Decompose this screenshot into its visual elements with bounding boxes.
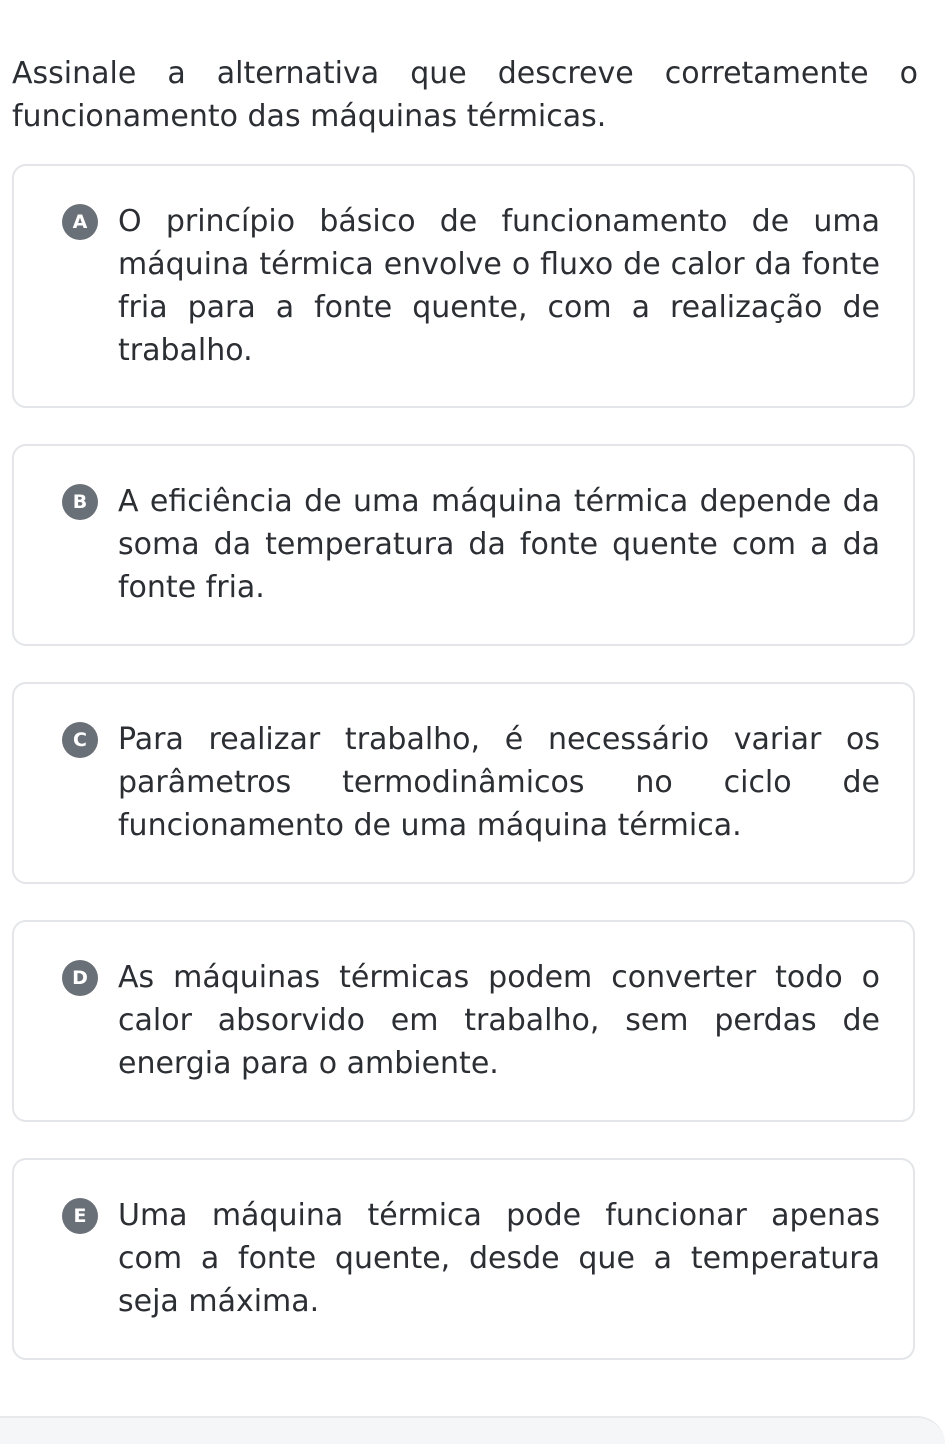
option-letter-badge: E — [62, 1198, 98, 1234]
option-text: As máquinas térmicas podem converter todo o calor absorvido em trabalho, sem perdas de energia para o ambiente. — [118, 960, 880, 1081]
option-text: Uma máquina térmica pode funcionar apenas com a fonte quente, desde que a temperatura seja máxima. — [118, 1198, 880, 1319]
option-a[interactable] — [12, 164, 915, 408]
option-letter-badge: D — [62, 960, 98, 996]
option-d[interactable] — [12, 920, 915, 1122]
option-letter-badge: A — [62, 204, 98, 240]
option-b[interactable] — [12, 444, 915, 646]
option-c[interactable] — [12, 682, 915, 884]
option-text: Para realizar trabalho, é necessário variar os parâmetros termodinâmicos no ciclo de funcionamento de uma máquina térmica. — [118, 722, 880, 843]
bottom-panel-edge — [0, 1416, 945, 1444]
answer-options-list — [12, 164, 915, 1396]
option-text: O princípio básico de funcionamento de uma máquina térmica envolve o fluxo de calor da fonte fria para a fonte quente, com a realização de trabalho. — [118, 204, 880, 368]
option-e[interactable] — [12, 1158, 915, 1360]
question-text: Assinale a alternativa que descreve corretamente o funcionamento das máquinas térmicas. — [12, 56, 918, 134]
option-letter-badge: B — [62, 484, 98, 520]
option-letter-badge: C — [62, 722, 98, 758]
option-text: A eficiência de uma máquina térmica depende da soma da temperatura da fonte quente com a da fonte fria. — [118, 484, 880, 605]
